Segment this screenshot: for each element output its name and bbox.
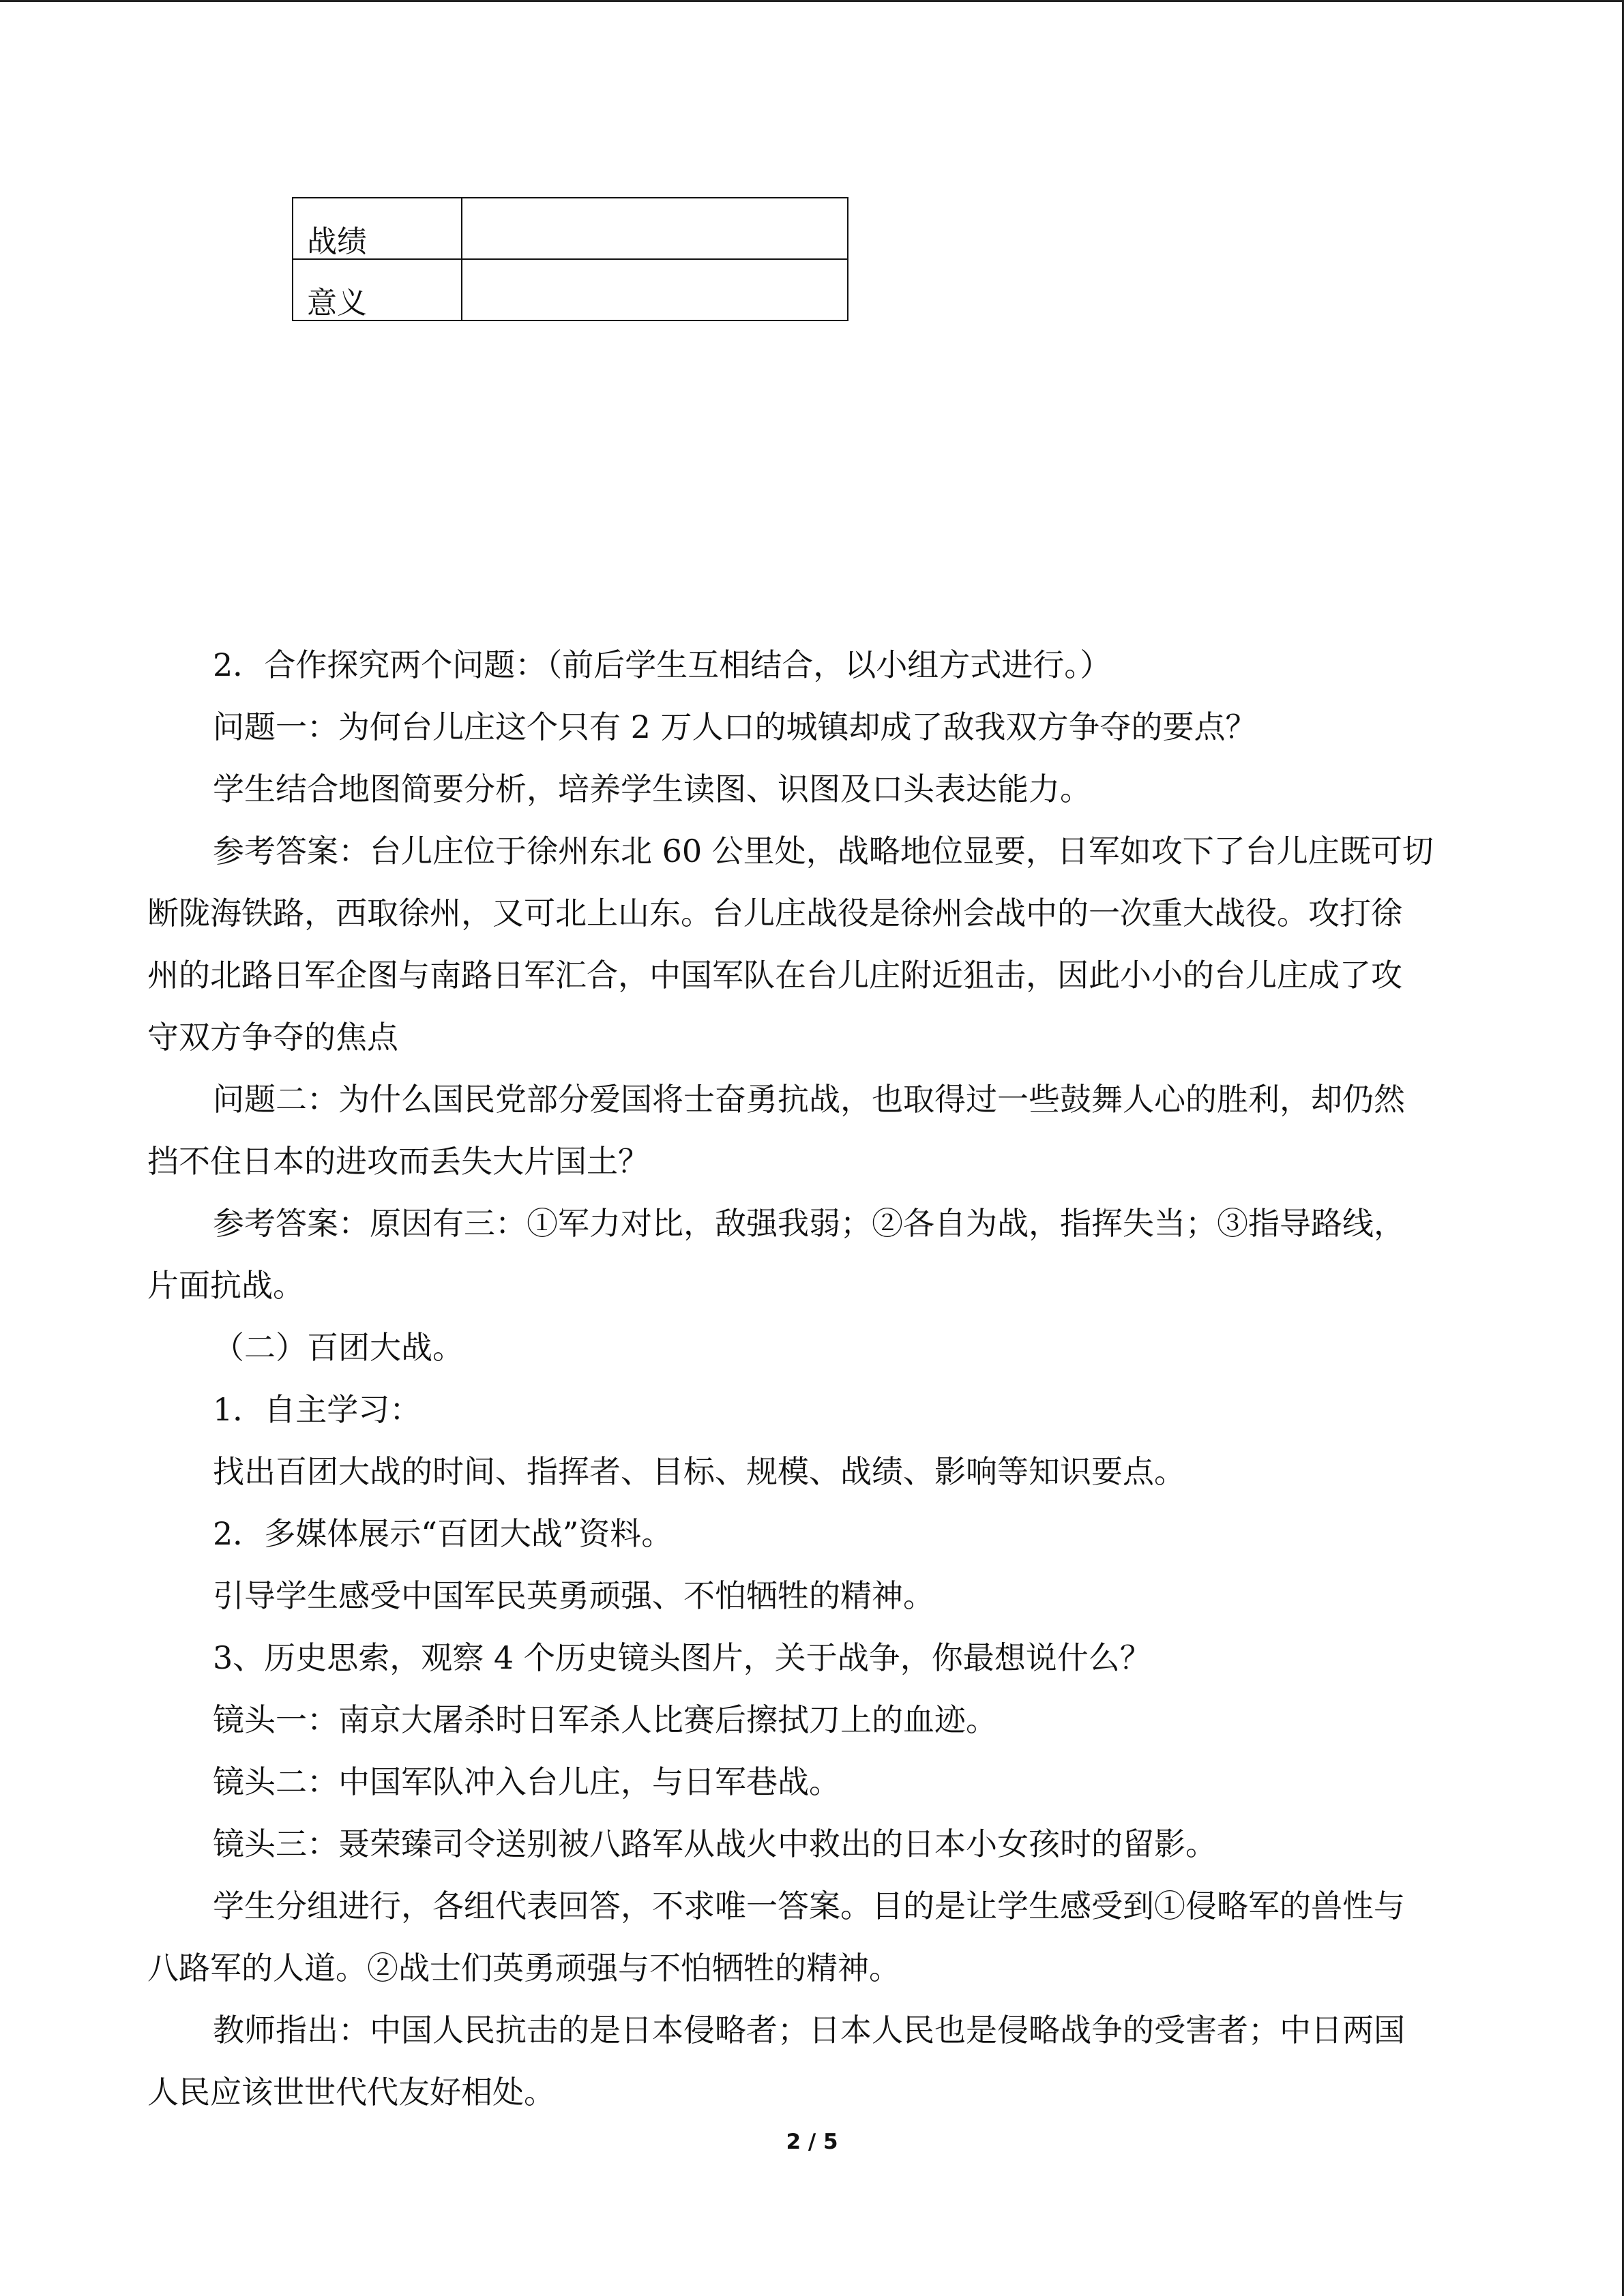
section-heading-hundred-regiments — [147, 1317, 1484, 1379]
text-line: 引导学生感受中国军民英勇顽强、不怕牺牲的精神。 — [213, 1577, 934, 1614]
text-line: 片面抗战。 — [147, 1267, 304, 1304]
text-line: 学生分组进行，各组代表回答，不求唯一答案。目的是让学生感受到①侵略军的兽性与 — [213, 1888, 1405, 1924]
table-cell-label: 战绩 — [293, 198, 462, 259]
table-cell-value — [462, 198, 848, 259]
paragraph-scene-one — [147, 1689, 1484, 1751]
text-line: 2．合作探究两个问题：（前后学生互相结合，以小组方式进行。） — [213, 646, 1112, 683]
paragraph-question-two — [147, 1069, 1484, 1193]
paragraph-history-reflection — [147, 1627, 1484, 1689]
paragraph-scene-three — [147, 1813, 1484, 1875]
table-row — [293, 259, 848, 320]
text-line: 学生结合地图简要分析，培养学生读图、识图及口头表达能力。 — [213, 771, 1091, 807]
paragraph-multimedia — [147, 1503, 1484, 1565]
text-line: 1．自主学习： — [213, 1391, 422, 1428]
paragraph-question-one — [147, 696, 1484, 758]
text-line: 参考答案：原因有三：①军力对比，敌强我弱；②各自为战，指挥失当；③指导路线， — [213, 1205, 1405, 1242]
table-row — [293, 198, 848, 259]
paragraph-guide — [147, 1565, 1484, 1627]
paragraph-answer-one — [147, 820, 1484, 1069]
paragraph-group-answer — [147, 1875, 1484, 1999]
text-line: 问题一：为何台儿庄这个只有 2 万人口的城镇却成了敌我双方争夺的要点？ — [213, 709, 1257, 745]
text-line: 镜头三：聂荣臻司令送别被八路军从战火中救出的日本小女孩时的留影。 — [213, 1825, 1217, 1862]
text-line: 教师指出：中国人民抗击的是日本侵略者；日本人民也是侵略战争的受害者；中日两国 — [213, 2012, 1405, 2048]
paragraph-key-points — [147, 1441, 1484, 1503]
text-line: 镜头二：中国军队冲入台儿庄，与日军巷战。 — [213, 1763, 840, 1800]
text-line: 参考答案：台儿庄位于徐州东北 60 公里处，战略地位显要，日军如攻下了台儿庄既可切 — [213, 833, 1434, 869]
text-line: 找出百团大战的时间、指挥者、目标、规模、战绩、影响等知识要点。 — [213, 1453, 1185, 1490]
paragraph-self-study — [147, 1379, 1484, 1441]
paragraph-teacher-note — [147, 1999, 1484, 2123]
table-cell-label: 意义 — [293, 259, 462, 320]
text-line: 州的北路日军企图与南路日军汇合，中国军队在台儿庄附近狙击，因此小小的台儿庄成了攻 — [147, 957, 1402, 994]
paragraph-inquiry-intro — [147, 634, 1484, 696]
text-line: 挡不住日本的进攻而丢失大片国土？ — [147, 1143, 649, 1180]
text-line: 镜头一：南京大屠杀时日军杀人比赛后擦拭刀上的血迹。 — [213, 1701, 997, 1738]
paragraph-map-analysis — [147, 758, 1484, 820]
page-number: 2 / 5 — [786, 2130, 838, 2154]
table-cell-value — [462, 259, 848, 320]
paragraph-answer-two — [147, 1193, 1484, 1317]
text-line: 问题二：为什么国民党部分爱国将士奋勇抗战，也取得过一些鼓舞人心的胜利，却仍然 — [213, 1081, 1405, 1118]
battle-summary-table — [292, 197, 848, 321]
text-line: 守双方争夺的焦点 — [147, 1019, 398, 1056]
text-line: 2．多媒体展示“百团大战”资料。 — [213, 1515, 673, 1552]
page-top-border — [0, 0, 1624, 2]
text-line: （二）百团大战。 — [213, 1329, 464, 1366]
text-line: 3、历史思索，观察 4 个历史镜头图片，关于战争，你最想说什么？ — [213, 1639, 1151, 1676]
text-line: 八路军的人道。②战士们英勇顽强与不怕牺牲的精神。 — [147, 1950, 900, 1986]
text-line: 断陇海铁路，西取徐州，又可北上山东。台儿庄战役是徐州会战中的一次重大战役。攻打徐 — [147, 895, 1402, 931]
text-line: 人民应该世世代代友好相处。 — [147, 2074, 555, 2111]
paragraph-scene-two — [147, 1751, 1484, 1813]
